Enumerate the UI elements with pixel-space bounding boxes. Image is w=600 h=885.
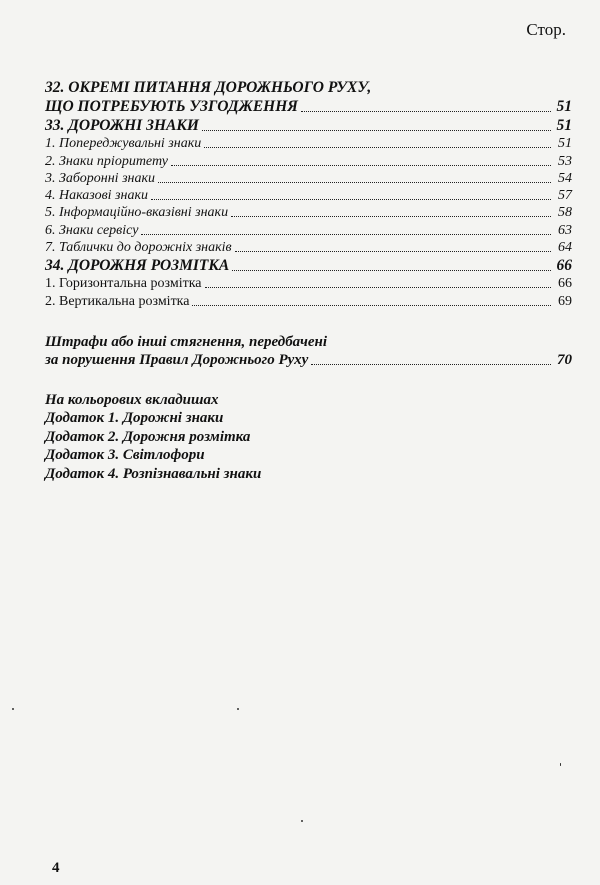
toc-entry-label: 3. Заборонні знаки — [45, 170, 156, 186]
dot-leader — [311, 364, 551, 365]
appendix-item: Додаток 3. Світлофори — [45, 447, 205, 464]
toc-entry-label: 7. Таблички до дорожніх знаків — [45, 240, 232, 256]
appendix-item: Додаток 1. Дорожні знаки — [45, 410, 224, 427]
toc-entry-label: 5. Інформаційно-вказівні знаки — [45, 205, 229, 221]
toc-entry-fines[interactable] — [45, 351, 572, 369]
toc-entry-label: 2. Вертикальна розмітка — [45, 293, 190, 309]
page-column-header: Стор. — [526, 20, 566, 39]
scan-speck — [237, 708, 239, 710]
toc-page-number: 58 — [558, 205, 572, 221]
toc-entry-label: 34. ДОРОЖНЯ РОЗМІТКА — [45, 257, 230, 275]
dot-leader — [232, 270, 551, 271]
toc-section-32-continuation: ЩО ПОТРЕБУЮТЬ УЗГОДЖЕННЯ — [45, 98, 298, 115]
dot-leader — [202, 130, 551, 131]
toc-page-number: 51 — [556, 117, 572, 134]
toc-fines-title: Штрафи або інші стягнення, передбачені — [45, 333, 328, 350]
toc-subentry[interactable] — [45, 170, 572, 187]
toc-page-number: 51 — [556, 98, 572, 115]
toc-entry-label: 2. Знаки пріоритету — [45, 153, 168, 169]
dot-leader — [205, 287, 551, 288]
scan-speck — [560, 763, 561, 766]
dot-leader — [141, 234, 551, 235]
toc-entry-section-34[interactable] — [45, 256, 572, 275]
toc-subentry[interactable] — [45, 292, 572, 309]
toc-fines-continuation: за порушення Правил Дорожнього Руху — [45, 351, 309, 368]
appendix-item: Додаток 4. Розпізнавальні знаки — [45, 465, 262, 482]
dot-leader — [171, 165, 551, 166]
toc-entry-label: 1. Горизонтальна розмітка — [45, 276, 202, 292]
toc-page-number: 64 — [558, 240, 572, 256]
toc-subentry[interactable] — [45, 135, 572, 152]
toc-page-number: 57 — [558, 188, 572, 204]
toc-entry-label: 33. ДОРОЖНІ ЗНАКИ — [45, 117, 199, 134]
toc-entry-section-32[interactable] — [45, 97, 572, 116]
toc-subentry[interactable] — [45, 204, 572, 221]
toc-page-number: 54 — [558, 170, 572, 186]
toc-entry-section-33[interactable] — [45, 116, 572, 135]
toc-subentry[interactable] — [45, 187, 572, 204]
toc-page-number: 53 — [558, 153, 572, 169]
dot-leader — [192, 305, 551, 306]
appendix-item: Додаток 2. Дорожня розмітка — [45, 428, 251, 445]
toc-entry-label: 4. Наказові знаки — [45, 188, 149, 204]
dot-leader — [158, 182, 551, 183]
toc-page-number: 63 — [558, 222, 572, 238]
dot-leader — [235, 251, 551, 252]
dot-leader — [231, 216, 551, 217]
toc-section-32-title: 32. ОКРЕМІ ПИТАННЯ ДОРОЖНЬОГО РУХУ, — [45, 79, 372, 96]
toc-subentry[interactable] — [45, 239, 572, 256]
appendices-intro: На кольорових вкладишах — [45, 391, 219, 408]
toc-entry-label: 6. Знаки сервісу — [45, 222, 139, 238]
toc-subentry[interactable] — [45, 152, 572, 169]
dot-leader — [151, 199, 551, 200]
toc-page-number: 69 — [558, 293, 572, 309]
toc-page-number: 70 — [557, 351, 572, 368]
scan-speck — [301, 820, 303, 822]
toc-subentry[interactable] — [45, 221, 572, 238]
dot-leader — [204, 147, 551, 148]
toc-entry-label: 1. Попереджувальні знаки — [45, 136, 202, 152]
toc-page-number: 66 — [558, 276, 572, 292]
toc-page-number: 51 — [558, 136, 572, 152]
page-number: 4 — [52, 860, 60, 876]
table-of-contents — [45, 78, 572, 483]
toc-page-number: 66 — [556, 257, 572, 275]
dot-leader — [301, 111, 551, 112]
scan-speck — [12, 708, 14, 710]
toc-subentry[interactable] — [45, 275, 572, 292]
